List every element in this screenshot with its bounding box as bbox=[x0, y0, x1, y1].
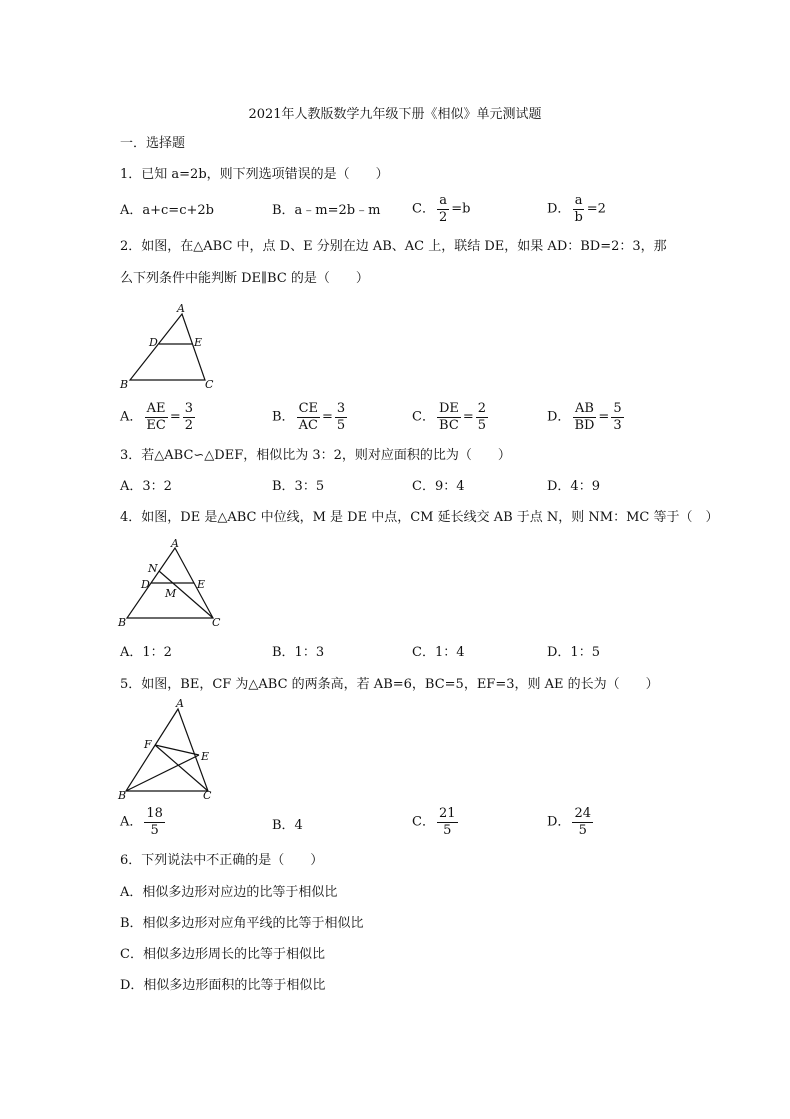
fraction-numerator: 3 bbox=[336, 401, 346, 416]
question-6-stem: 6．下列说法中不正确的是（ ） bbox=[120, 853, 324, 868]
q5-option-d[interactable] bbox=[547, 806, 595, 839]
section-heading: 一．选择题 bbox=[120, 136, 186, 151]
fraction bbox=[144, 401, 167, 434]
q4-option-a[interactable]: A．1：2 bbox=[120, 645, 172, 660]
q2-option-d[interactable] bbox=[547, 401, 626, 434]
q3-option-d[interactable]: D．4：9 bbox=[547, 479, 600, 494]
fraction-numerator: 18 bbox=[146, 806, 163, 821]
fraction bbox=[437, 806, 458, 839]
point-label-n: N bbox=[148, 562, 158, 575]
q2-option-a[interactable] bbox=[120, 401, 197, 434]
q5-option-b[interactable]: B．4 bbox=[272, 818, 303, 833]
fraction-denominator: BC bbox=[439, 418, 459, 433]
fraction bbox=[335, 401, 347, 434]
q2-option-c-label: C． bbox=[412, 409, 435, 425]
fraction bbox=[297, 401, 320, 434]
vertex-label-c: C bbox=[205, 378, 214, 391]
question-3-stem: 3．若△ABC∽△DEF，相似比为 3：2，则对应面积的比为（ ） bbox=[120, 448, 511, 463]
fraction-denominator: b bbox=[574, 210, 583, 225]
q1-option-a[interactable]: A．a+c=c+2b bbox=[120, 203, 214, 218]
vertex-label-b: B bbox=[118, 616, 127, 629]
point-label-e: E bbox=[197, 578, 206, 591]
vertex-label-d: D bbox=[149, 336, 158, 349]
fraction-numerator: CE bbox=[298, 401, 318, 416]
fraction-numerator: DE bbox=[438, 401, 459, 416]
fraction-denominator: 2 bbox=[184, 418, 194, 433]
fraction bbox=[572, 806, 593, 839]
vertex-label-b: B bbox=[118, 789, 127, 802]
q6-option-a[interactable]: A．相似多边形对应边的比等于相似比 bbox=[120, 885, 338, 900]
vertex-label-a: A bbox=[177, 302, 185, 315]
vertex-label-b: B bbox=[120, 378, 129, 391]
point-label-f: F bbox=[144, 738, 152, 751]
q4-triangle-figure bbox=[115, 538, 225, 630]
q2-option-c[interactable] bbox=[412, 401, 490, 434]
fraction-numerator: 21 bbox=[438, 806, 456, 821]
equals-sign: = bbox=[169, 409, 181, 425]
fraction-denominator: 5 bbox=[578, 823, 587, 838]
fraction bbox=[144, 806, 165, 839]
fraction bbox=[183, 401, 195, 434]
q1-option-d-fraction bbox=[572, 193, 584, 226]
q1-option-d[interactable] bbox=[547, 193, 606, 226]
fraction-denominator: 5 bbox=[443, 823, 452, 838]
q1-option-d-label: D． bbox=[547, 201, 571, 217]
vertex-label-c: C bbox=[212, 616, 221, 629]
q1-option-c-fraction bbox=[437, 193, 449, 226]
question-2-stem-line-2: 么下列条件中能判断 DE∥BC 的是（ ） bbox=[120, 271, 369, 286]
vertex-label-e: E bbox=[194, 336, 203, 349]
q4-option-b[interactable]: B．1：3 bbox=[272, 645, 325, 660]
fraction-denominator: 5 bbox=[336, 418, 346, 433]
fraction-denominator: 5 bbox=[150, 823, 159, 838]
q5-option-a-label: A． bbox=[120, 814, 143, 830]
fraction bbox=[611, 401, 623, 434]
q2-option-d-label: D． bbox=[547, 409, 571, 425]
q1-option-c-tail: =b bbox=[451, 201, 471, 217]
fraction-denominator: 5 bbox=[477, 418, 487, 433]
fraction-numerator: AE bbox=[146, 401, 166, 416]
q6-option-b[interactable]: B．相似多边形对应角平线的比等于相似比 bbox=[120, 916, 364, 931]
triangle-abc bbox=[126, 709, 208, 791]
fraction-denominator: 2 bbox=[438, 210, 448, 225]
q5-triangle-figure bbox=[115, 697, 225, 803]
q5-option-c-label: C． bbox=[412, 814, 435, 830]
q5-option-a[interactable] bbox=[120, 806, 167, 839]
q3-option-b[interactable]: B．3：5 bbox=[272, 479, 325, 494]
equals-sign: = bbox=[322, 409, 333, 425]
q5-option-c[interactable] bbox=[412, 806, 460, 839]
q3-option-c[interactable]: C．9：4 bbox=[412, 479, 465, 494]
q4-option-d[interactable]: D．1：5 bbox=[547, 645, 600, 660]
question-4-stem: 4．如图，DE 是△ABC 中位线，M 是 DE 中点，CM 延长线交 AB 于点 N，则 NM：MC 等于（ ） bbox=[120, 510, 719, 525]
fraction-denominator: EC bbox=[146, 418, 166, 433]
q6-option-d[interactable]: D．相似多边形面积的比等于相似比 bbox=[120, 978, 326, 993]
fraction-numerator: 24 bbox=[574, 806, 591, 821]
fraction bbox=[572, 401, 596, 434]
question-2-stem-line-1: 2．如图，在△ABC 中，点 D、E 分别在边 AB、AC 上，联结 DE，如果 AD：BD=2：3，那 bbox=[120, 239, 667, 254]
page-title: 2021年人教版数学九年级下册《相似》单元测试题 bbox=[248, 107, 542, 122]
q4-option-c[interactable]: C．1：4 bbox=[412, 645, 465, 660]
q5-option-d-label: D． bbox=[547, 814, 571, 830]
point-label-m: M bbox=[165, 587, 177, 600]
q2-option-b-label: B． bbox=[272, 409, 295, 425]
q2-triangle-figure bbox=[115, 300, 225, 392]
fraction-numerator: 5 bbox=[613, 401, 622, 416]
equals-sign: = bbox=[598, 409, 610, 425]
equals-sign: = bbox=[462, 409, 474, 425]
q2-option-a-label: A． bbox=[120, 409, 143, 425]
fraction-denominator: 3 bbox=[613, 418, 622, 433]
point-label-e: E bbox=[201, 750, 210, 763]
fraction bbox=[476, 401, 488, 434]
fraction-denominator: BD bbox=[574, 418, 595, 433]
q1-option-c-label: C． bbox=[412, 201, 435, 217]
q6-option-c[interactable]: C．相似多边形周长的比等于相似比 bbox=[120, 947, 325, 962]
question-5-stem: 5．如图，BE，CF 为△ABC 的两条高，若 AB=6，BC=5，EF=3，则 AE 的长为（ ） bbox=[120, 677, 659, 692]
question-1-stem: 1．已知 a=2b，则下列选项错误的是（ ） bbox=[120, 167, 389, 182]
vertex-label-a: A bbox=[176, 697, 184, 710]
fraction-numerator: a bbox=[574, 193, 583, 208]
fraction bbox=[437, 401, 461, 434]
q3-option-a[interactable]: A．3：2 bbox=[120, 479, 172, 494]
fraction-numerator: AB bbox=[574, 401, 594, 416]
vertex-label-a: A bbox=[171, 538, 179, 550]
q1-option-c[interactable] bbox=[412, 193, 470, 226]
vertex-label-c: C bbox=[203, 789, 212, 802]
q2-option-b[interactable] bbox=[272, 401, 349, 434]
fraction-numerator: a bbox=[439, 193, 447, 208]
q1-option-d-tail: =2 bbox=[586, 201, 606, 217]
fraction-numerator: 3 bbox=[184, 401, 194, 416]
point-label-d: D bbox=[141, 578, 150, 591]
q1-option-b[interactable]: B．a﹣m=2b﹣m bbox=[272, 203, 381, 218]
fraction-numerator: 2 bbox=[477, 401, 487, 416]
fraction-denominator: AC bbox=[298, 418, 318, 433]
